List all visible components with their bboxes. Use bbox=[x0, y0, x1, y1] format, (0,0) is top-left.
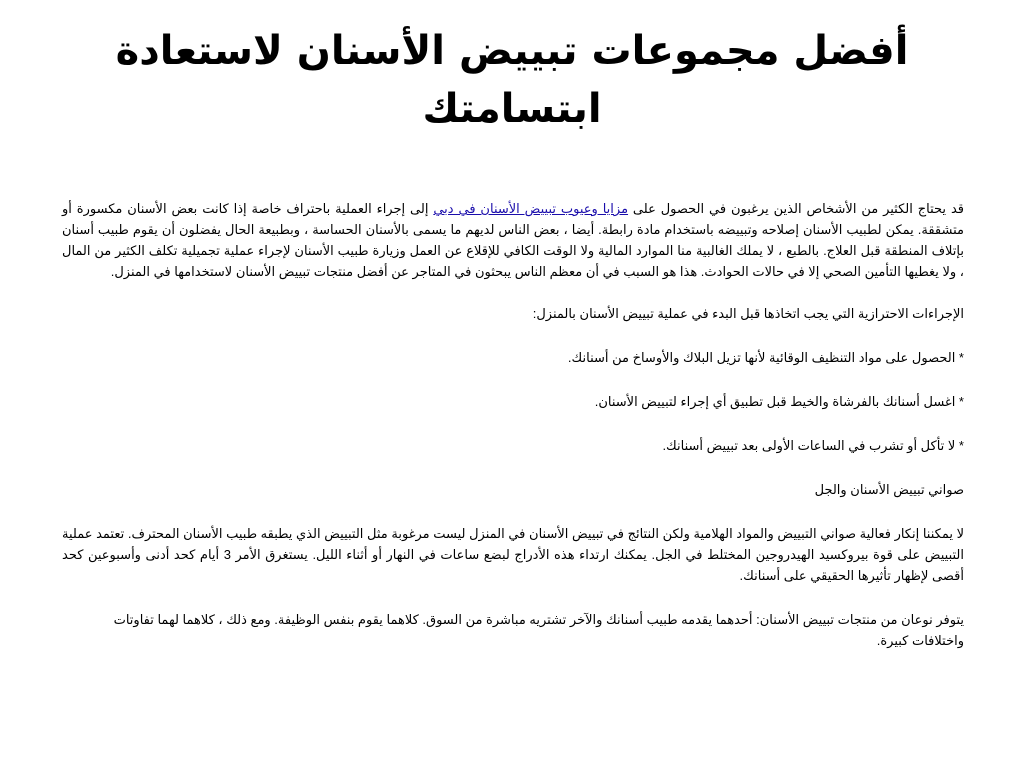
trays-paragraph: لا يمكننا إنكار فعالية صواني التبييض والمواد الهلامية ولكن النتائج في تبييض الأسنان في المنزل ليست مرغوبة مثل التبييض الذي يطبقه طبيب الأسنان المحترف. تعتمد عملية التبييض على قوة بيروكسيد الهيدروجين المختلط في الجل. يمكنك ارتداء هذه الأدراج لبضع ساعات في النهار أو أثناء الليل. يستغرق الأمر 3 أيام كحد أدنى وأسبوعين كحد أقصى لإظهار تأثيرها الحقيقي على أسنانك. bbox=[62, 526, 964, 583]
intro-paragraph bbox=[62, 198, 964, 282]
section-heading-trays-gel: صواني تبييض الأسنان والجل bbox=[814, 482, 964, 497]
bullet-item-3: * لا تأكل أو تشرب في الساعات الأولى بعد تبييض أسنانك. bbox=[662, 438, 964, 453]
bullet-item-1: * الحصول على مواد التنظيف الوقائية لأنها تزيل البلاك والأوساخ من أسنانك. bbox=[567, 350, 964, 365]
slide-title: أفضل مجموعات تبييض الأسنان لاستعادة ابتسامتك bbox=[115, 28, 909, 132]
bullet-item-2: * اغسل أسنانك بالفرشاة والخيط قبل تطبيق أي إجراء لتبييض الأسنان. bbox=[594, 394, 964, 409]
products-paragraph: يتوفر نوعان من منتجات تبييض الأسنان: أحدهما يقدمه طبيب أسنانك والآخر تشتريه مباشرة من السوق. كلاهما يقوم بنفس الوظيفة. ومع ذلك ، كلاهما لهما تفاوتات واختلافات كبيرة. bbox=[113, 612, 964, 648]
intro-text-after-link: إلى إجراء العملية باحتراف خاصة إذا كانت بعض الأسنان مكسورة أو متشققة. يمكن لطبيب الأسنان إصلاحه وتبييضه باستخدام مادة رابطة. أيضا ، بعض الناس لديهم ما يسمى بالأسنان الحساسة ، وبطبيعة الحال يفضلون أن يقوم طبيب أسنان بإتلاف المنطقة قبل العلاج. بالطبع ، لا يملك الغالبية منا الموارد المالية ولا الوقت الكافي للإقلاع عن العمل وزيارة طبيب الأسنان لإجراء عملية تجميلية تكلف الكثير من المال ، ولا يغطيها التأمين الصحي إلا في حالات الحوادث. هذا هو السبب في أن معظم الناس يبحثون في المتاجر عن أفضل منتجات تبييض الأسنان لاستخدامها في المنزل. bbox=[62, 201, 964, 279]
dental-whitening-dubai-link[interactable]: مزايا وعيوب تبييض الأسنان في دبي bbox=[433, 201, 629, 216]
slide-body bbox=[62, 198, 964, 674]
precautions-heading: الإجراءات الاحترازية التي يجب اتخاذها قبل البدء في عملية تبييض الأسنان بالمنزل: bbox=[532, 306, 964, 321]
intro-text-before-link: قد يحتاج الكثير من الأشخاص الذين يرغبون في الحصول على bbox=[628, 201, 964, 216]
